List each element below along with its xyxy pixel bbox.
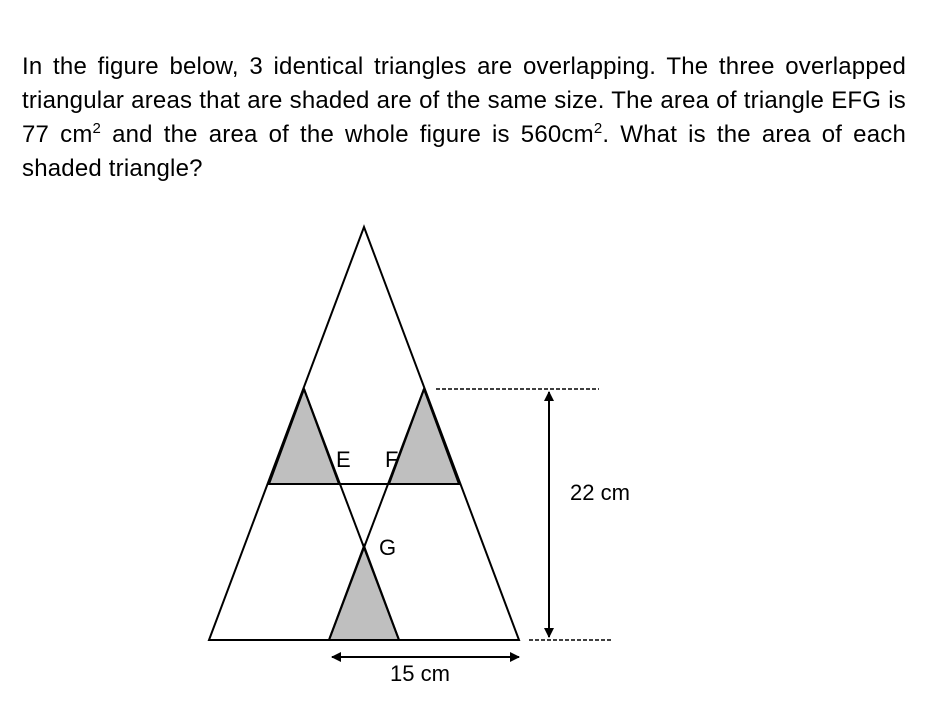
label-point-g: G	[379, 535, 397, 560]
shaded-triangle-left	[269, 389, 339, 484]
label-point-f: F	[385, 447, 399, 472]
question-part-3: . What is the area of each shaded triangle?	[22, 121, 906, 182]
superscript-squared-1: 2	[92, 120, 102, 137]
label-height: 22 cm	[570, 480, 630, 505]
superscript-squared-2: 2	[593, 120, 603, 137]
shaded-triangle-bottom	[329, 546, 399, 640]
question-part-1: In the figure below, 3 identical triangles are overlapping. The three overlapped triangular areas that are shaded are of the same size. The area of triangle EFG is 77 cm	[22, 53, 906, 148]
shaded-triangle-right	[389, 389, 459, 484]
question-part-2: and the area of the whole figure is 560cm	[101, 121, 594, 148]
label-point-e: E	[336, 447, 351, 472]
label-base: 15 cm	[390, 661, 450, 686]
